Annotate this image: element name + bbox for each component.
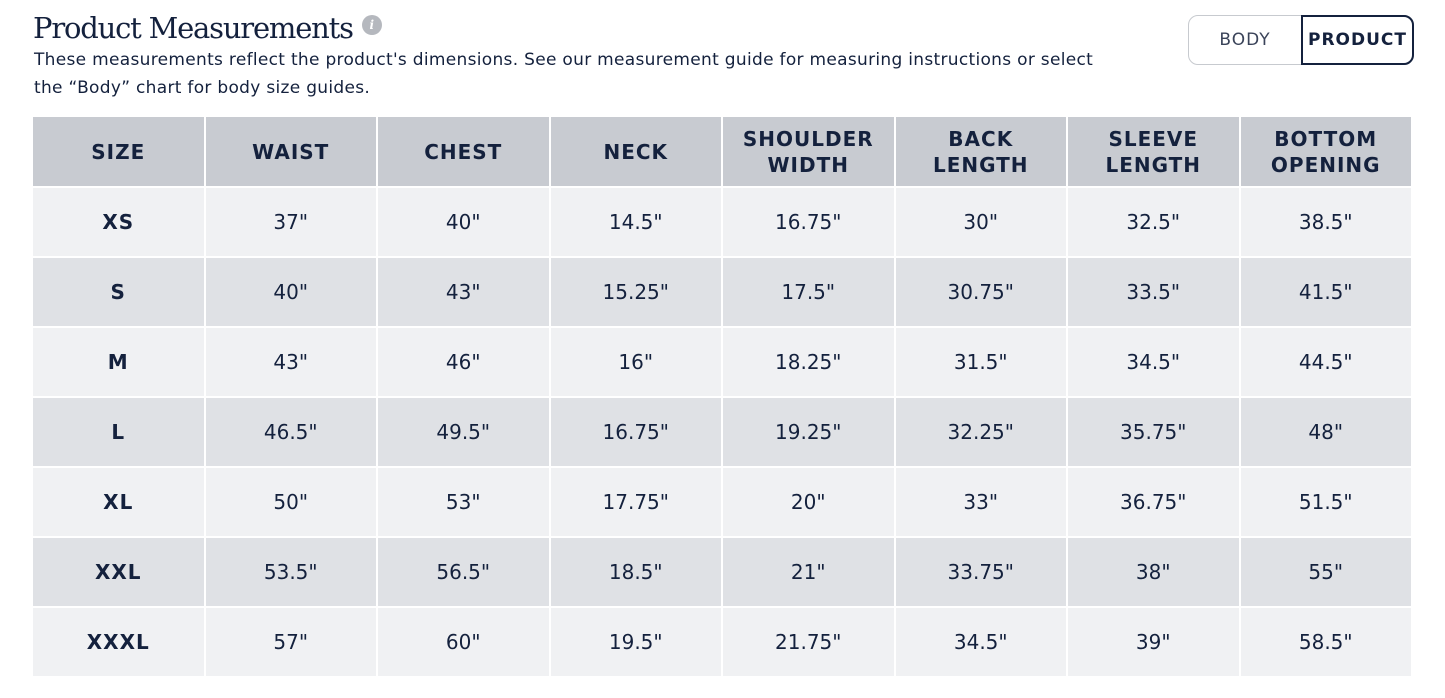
table-cell: 17.75" xyxy=(551,468,722,536)
size-cell: XL xyxy=(33,468,204,536)
table-row xyxy=(33,398,1411,466)
table-cell: 57" xyxy=(206,608,377,676)
table-cell: 40" xyxy=(378,188,549,256)
table-cell: 53.5" xyxy=(206,538,377,606)
table-cell: 35.75" xyxy=(1068,398,1239,466)
size-cell: XXL xyxy=(33,538,204,606)
table-cell: 34.5" xyxy=(896,608,1067,676)
size-cell: L xyxy=(33,398,204,466)
body-toggle-button[interactable]: BODY xyxy=(1219,30,1271,50)
table-cell: 31.5" xyxy=(896,328,1067,396)
size-cell: S xyxy=(33,258,204,326)
header-bottom-opening: BOTTOM OPENING xyxy=(1241,117,1412,186)
table-cell: 36.75" xyxy=(1068,468,1239,536)
table-cell: 55" xyxy=(1241,538,1412,606)
table-cell: 17.5" xyxy=(723,258,894,326)
header-sleeve-length: SLEEVE LENGTH xyxy=(1068,117,1239,186)
table-cell: 58.5" xyxy=(1241,608,1412,676)
table-row xyxy=(33,328,1411,396)
header-neck: NECK xyxy=(551,117,722,186)
measurements-table xyxy=(31,115,1413,678)
table-cell: 43" xyxy=(378,258,549,326)
header-chest: CHEST xyxy=(378,117,549,186)
table-cell: 16" xyxy=(551,328,722,396)
table-cell: 38.5" xyxy=(1241,188,1412,256)
header-shoulder-width: SHOULDER WIDTH xyxy=(723,117,894,186)
table-cell: 15.25" xyxy=(551,258,722,326)
table-cell: 21.75" xyxy=(723,608,894,676)
table-cell: 19.25" xyxy=(723,398,894,466)
size-cell: XS xyxy=(33,188,204,256)
header-size: SIZE xyxy=(33,117,204,186)
table-cell: 14.5" xyxy=(551,188,722,256)
table-cell: 21" xyxy=(723,538,894,606)
description-text: These measurements reflect the product's dimensions. See our measurement guide for measuring instructions or select the “Body” chart for body size guides. xyxy=(34,50,1094,98)
table-cell: 49.5" xyxy=(378,398,549,466)
table-cell: 43" xyxy=(206,328,377,396)
table-row xyxy=(33,538,1411,606)
table-cell: 39" xyxy=(1068,608,1239,676)
table-cell: 20" xyxy=(723,468,894,536)
page-title: Product Measurements xyxy=(33,11,353,45)
table-row xyxy=(33,468,1411,536)
table-cell: 30" xyxy=(896,188,1067,256)
table-cell: 18.25" xyxy=(723,328,894,396)
chart-toggle xyxy=(1188,15,1414,65)
table-cell: 38" xyxy=(1068,538,1239,606)
table-row xyxy=(33,608,1411,676)
table-cell: 53" xyxy=(378,468,549,536)
table-cell: 18.5" xyxy=(551,538,722,606)
table-cell: 33" xyxy=(896,468,1067,536)
table-cell: 41.5" xyxy=(1241,258,1412,326)
table-cell: 46.5" xyxy=(206,398,377,466)
table-cell: 30.75" xyxy=(896,258,1067,326)
table-cell: 19.5" xyxy=(551,608,722,676)
table-cell: 40" xyxy=(206,258,377,326)
table-cell: 46" xyxy=(378,328,549,396)
table-row xyxy=(33,188,1411,256)
table-cell: 56.5" xyxy=(378,538,549,606)
size-cell: M xyxy=(33,328,204,396)
table-cell: 37" xyxy=(206,188,377,256)
table-cell: 33.5" xyxy=(1068,258,1239,326)
table-cell: 60" xyxy=(378,608,549,676)
table-cell: 32.25" xyxy=(896,398,1067,466)
table-cell: 16.75" xyxy=(551,398,722,466)
info-icon[interactable]: i xyxy=(362,15,382,35)
table-cell: 32.5" xyxy=(1068,188,1239,256)
title-row xyxy=(33,8,382,48)
table-cell: 34.5" xyxy=(1068,328,1239,396)
table-cell: 48" xyxy=(1241,398,1412,466)
header-back-length: BACK LENGTH xyxy=(896,117,1067,186)
table-cell: 33.75" xyxy=(896,538,1067,606)
table-row xyxy=(33,258,1411,326)
table-header-row xyxy=(33,117,1411,186)
table-cell: 44.5" xyxy=(1241,328,1412,396)
table-cell: 51.5" xyxy=(1241,468,1412,536)
header-waist: WAIST xyxy=(206,117,377,186)
size-cell: XXXL xyxy=(33,608,204,676)
table-cell: 50" xyxy=(206,468,377,536)
product-toggle-button[interactable]: PRODUCT xyxy=(1301,15,1414,65)
table-cell: 16.75" xyxy=(723,188,894,256)
